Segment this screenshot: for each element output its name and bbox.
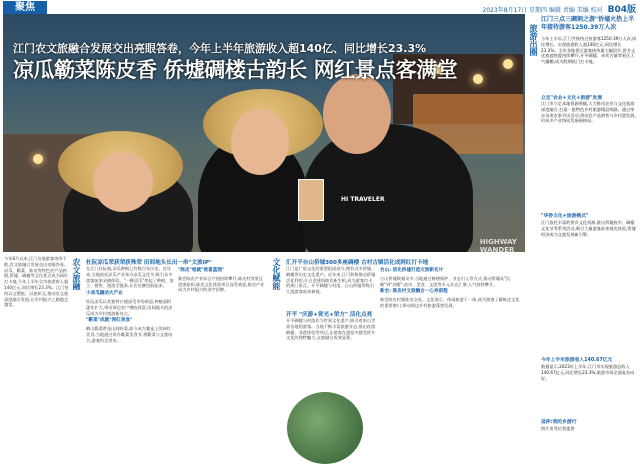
sidebar-paragraph: 图片由受访者提供 xyxy=(541,426,575,431)
article-body xyxy=(178,266,266,462)
hero-photo xyxy=(3,14,525,252)
article-body xyxy=(380,266,522,462)
subheadline: 江门农文旅融合发展交出亮眼答卷，今年上半年旅游收入超140亿、同比增长23.3% xyxy=(13,42,427,55)
sidebar-subtitle: 立足"农业+文化+旅游"发展 xyxy=(541,96,603,101)
sidebar-paragraph: 江门市立足本地资源禀赋,大力推动农业与文化旅游深度融合,打造一批特色乡村旅游精品线路。通过举办各类农事节庆活动,带动农产品销售与乡村游发展,形成多产业协同发展新格局。 xyxy=(541,101,636,124)
edition-text: 2023年8月17日 星期四 编辑 责编 美编 校对 xyxy=(482,7,603,14)
article-subheading: "簕菜"成就"网红美食" xyxy=(86,318,133,324)
face xyxy=(93,152,153,212)
face xyxy=(323,74,391,154)
sidebar-vertical-title: 旅游出圈 xyxy=(529,24,538,56)
sidebar-paragraph: 数据显示,2023年上半年,江门市实现旅游总收入140.67亿元,同比增长23.3%,旅游市场全面复苏向好。 xyxy=(541,364,635,381)
article-body: 江门是广府文化的重要组成部分,拥有众多侨墟、碉楼等历史文化遗产。近年来,江门积极推动侨墟活化利用,让古老建筑焕发新生机,成为游客打卡的热门景点。开平碉楼与村落、台山侨墟等吸引大批游客前来参观。 xyxy=(286,266,376,295)
lamp xyxy=(503,59,513,69)
sidebar-subtitle: 今年上半年旅游收入140.67亿元 xyxy=(541,358,613,363)
shop-sign: HIGHWAY WANDER xyxy=(479,238,517,252)
sidebar-paragraph: 江门依托丰富的侨乡文化资源,推出侨墟夜市、碉楼文化节等系列活动,吸引大量游客前来观光体验,侨墟经济成为文旅发展新引擎。 xyxy=(541,220,636,237)
article-title: 杜阮凉瓜荣获荣获殊荣 田间地头长出一串"文旅IP" xyxy=(86,260,212,266)
sidebar-paragraph: 今年上半年,江门共接待过夜游客1250.39万人次,同比增长。实现旅游收入超140亿元,同比增长23.3%。全市各地景区游客接待量大幅回升,侨乡文化旅游热度持续攀升,开平碉楼、赤坎古镇等景区人气爆棚,成为假期热门打卡地。 xyxy=(541,36,637,65)
top-bar xyxy=(0,0,640,14)
article-subheading: 小凉瓜撬动大产业 xyxy=(86,291,123,297)
article-paragraph: 新会陈皮村集陈皮交易、文化展示、休闲旅游于一体,成为游客了解陈皮文化的重要窗口,带动周边乡村旅游蓬勃发展。 xyxy=(380,297,520,308)
section-vertical-title: 文化赋能 xyxy=(272,258,281,290)
tshirt-print: HI TRAVELER xyxy=(341,196,385,203)
article-paragraph: 台山侨墟数量众多,当地通过修缮保护、业态引入等方式,推动侨墟从"沉睡"到"苏醒",夜市、美食、文创等多元业态汇聚,人气持续攀升。 xyxy=(380,275,511,287)
article-paragraph: 鹤山簕菜曾是山间野菜,如今成为餐桌上的网红美食,当地通过举办簕菜美食节,将簕菜与文旅结合,游客纷至沓来。 xyxy=(86,326,173,343)
article-title: 开平 "庆游+赏光+荣方" 活化点亮 xyxy=(286,312,373,318)
lamp xyxy=(473,74,483,84)
face xyxy=(231,109,289,175)
lamp xyxy=(33,154,43,164)
article-subheading: 台山: 活化侨墟打造文旅新名片 xyxy=(380,268,444,273)
person-right xyxy=(303,124,473,252)
page-number: B04版 xyxy=(607,5,636,15)
drink-cup xyxy=(298,179,324,221)
sidebar-subtitle: "华侨文化+旅游模式" xyxy=(541,214,589,219)
article-subheading: "陈皮"绘就"致富蓝图" xyxy=(178,268,225,273)
article-paragraph: 杜阮凉瓜以其独特口感深受市场欢迎,种植面积逐年扩大,带动周边农户增收致富,田间地头的凉瓜成为乡村旅游新亮点。 xyxy=(86,298,173,316)
section-vertical-title: 农文旅融 xyxy=(72,258,81,290)
inset-photo xyxy=(285,390,365,466)
intro-column: 今年8月以来,江门各地游客络绎不绝,农文旅融合发展交出亮眼答卷。凉瓜、簕菜、陈皮等特色农产品热销,侨墟、碉楼等文化景点成为网红打卡地,今年上半年全市旅游收入超140亿元,同比增长23.3%。江门坚持以文塑旅、以旅彰文,推动农文旅深度融合发展,让乡村振兴之路越走越宽。 xyxy=(4,256,69,308)
sidebar-title: 江门三点三碉割之游"侨墟火热上半年接待游客1250.39万人次 xyxy=(541,16,635,31)
section-tag: 聚焦 xyxy=(3,1,47,14)
article-body: 开平碉楼与村落作为世界文化遗产,吸引着来自世界各地的游客。当地不断丰富旅游业态,推出夜游碉楼、非遗体验等项目,让游客在游览中感受侨乡文化的独特魅力,文旅融合成效显著。 xyxy=(286,318,376,341)
headline: 凉瓜簕菜陈皮香 侨墟碉楼古韵长 网红景点客满堂 xyxy=(13,58,458,82)
article-body xyxy=(86,266,174,462)
article-title: 汇开平台山侨墟300多座碉楼 古村古镇活化成网红打卡地 xyxy=(286,260,429,266)
sidebar-subtitle: 延伸:我的乡游行 xyxy=(541,420,577,425)
article-paragraph: 在江门杜阮镇,凉瓜种植已有数百年历史。近年来,当地依托凉瓜产业举办凉瓜文化节,吸引众多游客前来采摘体验。"一颗凉瓜"串起了种植、加工、销售、旅游全链条,让农民腰包鼓起来。 xyxy=(86,266,174,289)
article-paragraph: 新会陈皮产业综合产值持续攀升,陈皮村等景区游客如织,陈皮文化体验项目深受欢迎,陈皮产业成为乡村振兴的金字招牌。 xyxy=(178,275,265,293)
article-subheading: 新会: 陈皮村文旅融合一心奔前程 xyxy=(380,289,448,295)
